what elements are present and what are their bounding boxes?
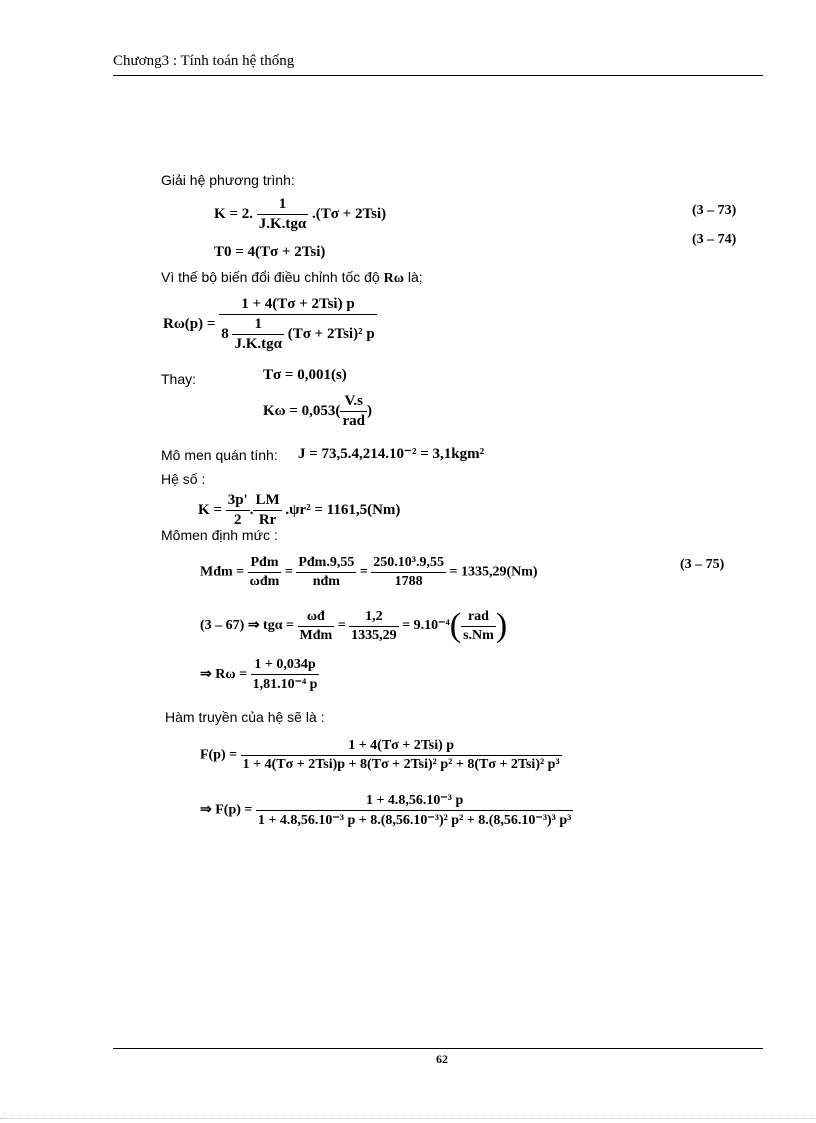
eq-number-3-74: (3 – 74) [692, 232, 737, 247]
eq-number-3-75: (3 – 75) [680, 557, 725, 572]
coef-mid: . [249, 501, 254, 518]
right-paren: ) [495, 607, 508, 644]
coef-lhs: K = [198, 501, 222, 518]
rw-den-inner [232, 316, 284, 353]
rw-den-inner-den: J.K.tgα [234, 336, 282, 352]
rw-num: 1 + 4(Tσ + 2Tsi) p [241, 296, 355, 312]
torque-fraction-2 [296, 555, 356, 590]
page-header: Chương3 : Tính toán hệ thống [113, 53, 295, 69]
tg-fraction-2 [349, 609, 399, 644]
tg-unit-num: rad [467, 608, 489, 624]
eq1-lhs: K = 2. [214, 205, 253, 222]
k-omega-close: ) [366, 402, 372, 419]
torque-f1-num: Pđm [250, 555, 279, 570]
f-den: 1 + 4(Tσ + 2Tsi)p + 8(Tσ + 2Tsi)² p² + 8(Tσ + 2Tsi)² p³ [242, 757, 560, 772]
rw-result-den: 1,81.10⁻⁴ p [251, 674, 320, 693]
page-number: 62 [436, 1052, 448, 1066]
coef-num-1: 3p' [227, 492, 248, 508]
tg-f1-den: Mđm [299, 627, 333, 643]
regulator-text: Vì thế bộ biến đổi điều chỉnh tốc độ [161, 269, 380, 285]
coef-den-1: 2 [226, 510, 250, 529]
torque-fraction-3 [371, 555, 446, 590]
rw-lhs: Rω(p) = [163, 315, 216, 332]
torque-lhs: Mđm = [200, 564, 245, 580]
k-omega-fraction [340, 393, 367, 430]
left-paren: ( [449, 607, 462, 644]
tg-f2-num: 1,2 [365, 608, 383, 624]
f2-lhs: ⇒ F(p) = [200, 802, 253, 818]
tg-lhs: (3 – 67) ⇒ tgα = [200, 618, 295, 634]
k-omega-num: V.s [344, 393, 363, 409]
rw-result-equation [200, 657, 319, 693]
coef-fraction-2 [253, 492, 281, 529]
tg-unit-den: s.Nm [463, 627, 494, 643]
equation-3-74: T0 = 4(Tσ + 2Tsi) [214, 244, 326, 260]
coef-fraction-1 [226, 492, 250, 529]
tg-f2-den: 1335,29 [351, 627, 397, 643]
header-rule [113, 75, 763, 76]
tg-alpha-equation: (3 – 67) ⇒ tgα = $\frac{\omega đ}{\text{Mđm}}$ = $\frac{1,2}{1335,29}$ = 9.10⁻⁴( $\frac{\text{rad}}{s.Nm}$ ) [200, 607, 508, 644]
rw-fraction [219, 296, 376, 353]
tg-unit-fraction [461, 609, 496, 644]
torque-rhs: = 1335,29(Nm) [449, 564, 538, 580]
torque-f3-den: 1788 [371, 572, 446, 590]
transfer-equation [200, 738, 562, 773]
coefficient-equation [198, 492, 400, 529]
rw-den-inner-num: 1 [254, 316, 262, 332]
inertia-equation: J = 73,5.4,214.10⁻² = 3,1kgm² [298, 446, 485, 462]
torque-f2-num: Pđm.9,55 [298, 555, 355, 570]
k-omega-den: rad [342, 413, 365, 429]
rw-result-fraction [251, 657, 320, 693]
coef-rhs: .ψr² = 1161,5(Nm) [285, 501, 401, 518]
regulator-line [161, 269, 423, 287]
equation-3-73 [214, 196, 386, 233]
rw-den [219, 314, 376, 353]
eq1-num: 1 [278, 196, 287, 212]
f2-num: 1 + 4.8,56.10⁻³ p [365, 793, 464, 808]
eq-number-3-73: (3 – 73) [692, 203, 737, 218]
eq1-den: J.K.tgα [258, 216, 307, 232]
f-fraction [241, 738, 562, 773]
tg-f1-num: ωđ [306, 608, 325, 624]
tg-mid: = 9.10⁻⁴ [402, 618, 450, 634]
torque-f2-den: nđm [296, 572, 356, 590]
f2-den: 1 + 4.8,56.10⁻³ p + 8.(8,56.10⁻³)² p² + 8.(8,56.10⁻³)³ p³ [256, 810, 574, 829]
page-edge [0, 1118, 816, 1119]
rated-torque-label: Mômen định mức : [161, 527, 278, 543]
f-lhs: F(p) = [200, 747, 238, 763]
rated-torque-equation: Mđm = $\frac{\text{Pđm}}{\text{ωđm}}$ = $\frac{\text{Pđm.9,55}}{\text{nđm}}$ = $\frac{\text{250.10³.9,55}}{1788}$ = 1335,29(Nm) [200, 555, 538, 589]
rw-result-num: 1 + 0,034p [254, 657, 316, 672]
f-num: 1 + 4(Tσ + 2Tsi) p [348, 738, 455, 753]
regulator-symbol: Rω [383, 271, 404, 286]
t-sigma-value: Tσ = 0,001(s) [263, 367, 347, 383]
f2-fraction [256, 792, 574, 829]
inertia-label: Mô men quán tính: [161, 447, 278, 463]
coef-num-2: LM [255, 492, 280, 508]
rw-den-suffix: (Tσ + 2Tsi)² p [287, 325, 375, 342]
k-omega-lhs: Kω = 0,053( [263, 402, 341, 419]
coefficient-label: Hệ số : [161, 471, 206, 487]
transfer-label: Hàm truyền của hệ sẽ là : [165, 709, 325, 725]
rw-den-prefix: 8 [221, 325, 229, 342]
torque-fraction-1 [248, 555, 282, 590]
solve-label: Giải hệ phương trình: [161, 172, 295, 188]
torque-f1-den: ωđm [249, 574, 280, 589]
transfer-equation-numeric [200, 792, 573, 829]
rw-result-lhs: ⇒ Rω = [200, 667, 248, 683]
eq1-rhs: .(Tσ + 2Tsi) [312, 205, 387, 222]
substitute-label: Thay: [161, 371, 197, 387]
regulator-suffix: là; [407, 269, 423, 285]
torque-f3-num: 250.10³.9,55 [373, 555, 444, 570]
k-omega-value [263, 393, 372, 430]
coef-den-2: Rr [253, 510, 281, 529]
footer-rule [113, 1048, 763, 1049]
tg-fraction-1 [298, 609, 335, 644]
eq1-fraction [257, 196, 309, 233]
rw-equation [163, 296, 377, 353]
